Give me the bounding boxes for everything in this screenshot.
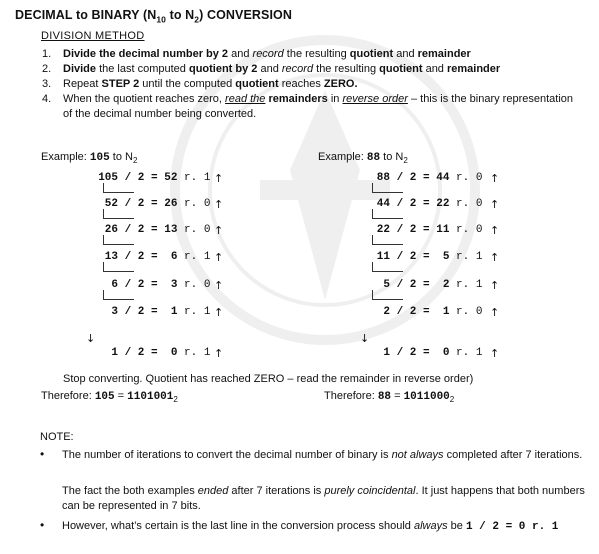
note-heading: NOTE: [40,431,74,443]
up-arrow-icon: ↑ [490,306,500,319]
up-arrow-icon: ↑ [214,347,224,360]
quotient-underline [372,183,403,193]
step-item: 2. Divide the last computed quotient by 2 and record the resulting quotient and remainder [42,63,501,75]
quotient-underline [372,235,403,245]
note-item-2: However, what’s certain is the last line in the conversion process should always be 1 / 2 = 0 r. 1 [62,520,559,533]
up-arrow-icon: ↑ [214,224,224,237]
quotient-underline [103,235,134,245]
up-arrow-icon: ↑ [490,251,500,264]
up-arrow-icon: ↑ [214,251,224,264]
step-item: 3. Repeat STEP 2 until the computed quotient reaches ZERO. [42,78,358,90]
quotient-underline [372,262,403,272]
note-item-1: The number of iterations to convert the decimal number of binary is not always completed after 7 iterations. [62,449,583,461]
division-row: 3 / 2 = 1 r. 1 [111,306,211,318]
division-row: 13 / 2 = 6 r. 1 [104,251,211,263]
up-arrow-icon: ↑ [490,224,500,237]
division-row: 1 / 2 = 0 r. 1 [383,347,483,359]
up-arrow-icon: ↑ [214,279,224,292]
up-arrow-icon: ↑ [214,306,224,319]
stop-note: Stop converting. Quotient has reached ZERO – read the remainder in reverse order) [63,373,474,385]
division-row: 2 / 2 = 1 r. 0 [383,306,483,318]
quotient-underline [372,290,403,300]
division-row: 52 / 2 = 26 r. 0 [104,198,211,210]
step-item: 1. Divide the decimal number by 2 and record the resulting quotient and remainder [42,48,471,60]
example-title: Example: 88 to $N_2$ [318,151,408,166]
down-arrow-icon: ↓ [360,332,370,345]
example-title: Example: 105 to $N_2$ [41,151,138,166]
step-number: 4. [42,93,52,105]
division-row: 22 / 2 = 11 r. 0 [376,224,483,236]
quotient-underline [103,262,134,272]
note-item-1-continued: The fact the both examples ended after 7 iterations is purely coincidental. It just happens that both numbers can be represented in 7 bits. [62,485,585,512]
bullet-icon: • [40,518,45,532]
step-item: 4. When the quotient reaches zero, read the remainders in reverse order – this is the binary representation of the decimal number being converted. [42,93,573,120]
division-row: 26 / 2 = 13 r. 0 [104,224,211,236]
division-row: 44 / 2 = 22 r. 0 [376,198,483,210]
division-row: 105 / 2 = 52 r. 1 [98,172,211,184]
up-arrow-icon: ↑ [490,279,500,292]
division-row: 5 / 2 = 2 r. 1 [383,279,483,291]
quotient-underline [103,183,134,193]
up-arrow-icon: ↑ [490,172,500,185]
up-arrow-icon: ↑ [214,198,224,211]
result-line: Therefore: $88 = 1011000_2$ [324,390,455,405]
division-row: 88 / 2 = 44 r. 0 [376,172,483,184]
step-number: 2. [42,63,52,75]
quotient-underline [103,209,134,219]
division-row: 11 / 2 = 5 r. 1 [376,251,483,263]
steps-list [22,47,582,122]
step-number: 3. [42,78,52,90]
up-arrow-icon: ↑ [490,198,500,211]
step-number: 1. [42,48,52,60]
bullet-icon: • [40,447,45,461]
up-arrow-icon: ↑ [214,172,224,185]
result-line: Therefore: $105 = 1101001_2$ [41,390,178,405]
quotient-underline [103,290,134,300]
division-row: 1 / 2 = 0 r. 1 [111,347,211,359]
quotient-underline [372,209,403,219]
down-arrow-icon: ↓ [86,332,96,345]
division-row: 6 / 2 = 3 r. 0 [111,279,211,291]
up-arrow-icon: ↑ [490,347,500,360]
page-title: DECIMAL to BINARY ($N_{10}$ to $N_2$) CONVERSION [15,8,292,25]
section-heading: DIVISION METHOD [41,30,145,42]
